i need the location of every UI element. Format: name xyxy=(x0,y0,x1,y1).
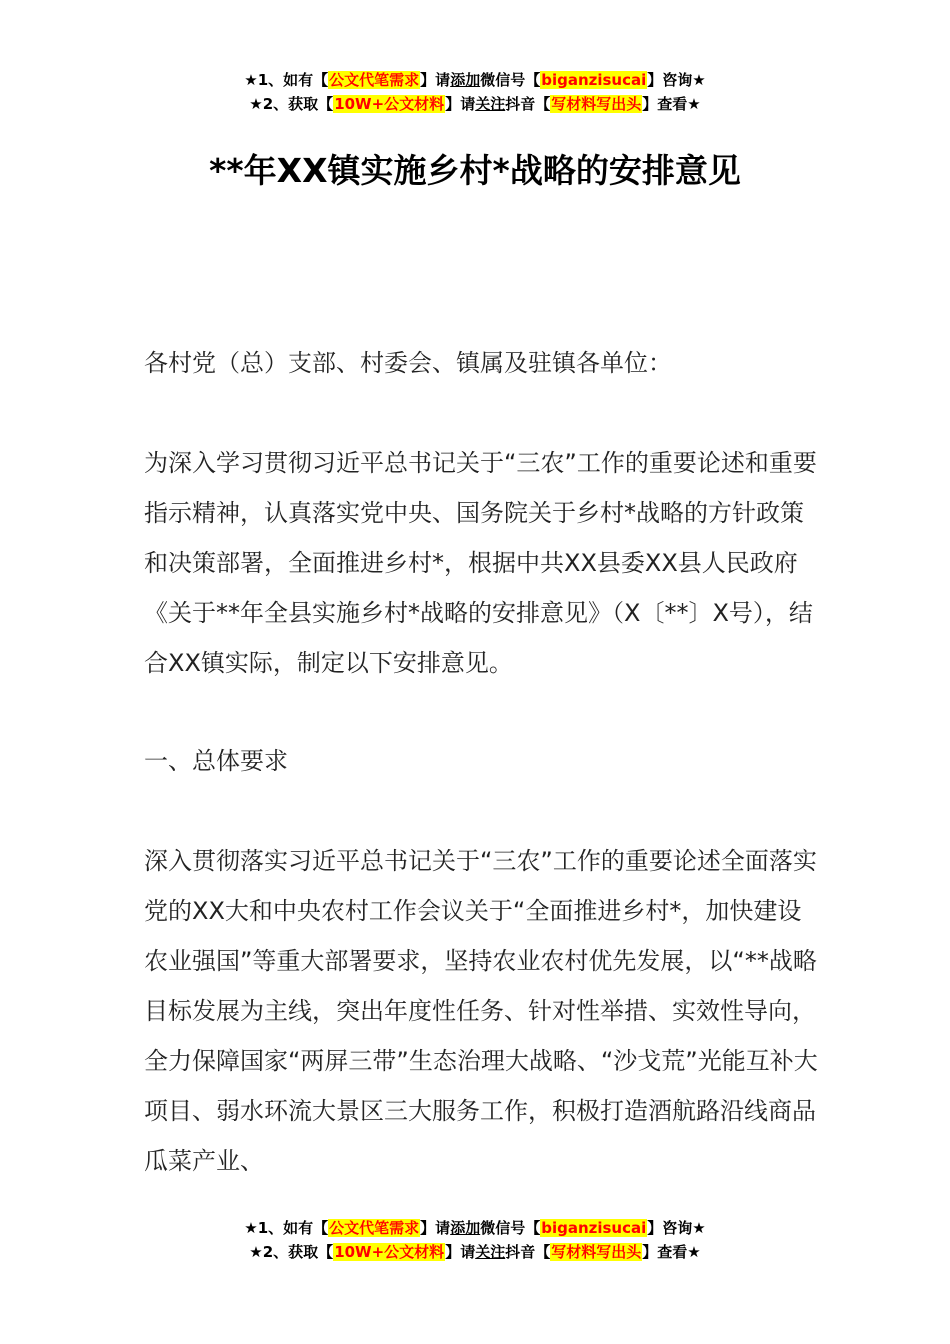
banner-text: 】请 xyxy=(445,1243,476,1261)
banner-line-1 xyxy=(0,1216,950,1240)
banner-text: 】查看★ xyxy=(642,1243,701,1261)
banner-highlight: 写材料写出头 xyxy=(551,1243,642,1261)
banner-underlined: 添加 xyxy=(450,1219,481,1237)
banner-text: 】查看★ xyxy=(642,95,701,113)
footer-banner xyxy=(0,1216,950,1264)
document-title: **年XX镇实施乡村*战略的安排意见 xyxy=(209,151,741,190)
banner-highlight: biganzisucai xyxy=(541,1219,647,1237)
banner-underlined: 关注 xyxy=(475,95,506,113)
banner-highlight: 公文代笔需求 xyxy=(329,1219,420,1237)
banner-text: ★1、如有【 xyxy=(244,71,329,89)
banner-text: ★1、如有【 xyxy=(244,1219,329,1237)
banner-text: 微信号【 xyxy=(480,71,541,89)
banner-text: 】咨询★ xyxy=(647,1219,706,1237)
header-banner xyxy=(0,68,950,116)
banner-line-2 xyxy=(0,92,950,116)
banner-line-1 xyxy=(0,68,950,92)
banner-text: 抖音【 xyxy=(505,95,551,113)
banner-text: 抖音【 xyxy=(505,1243,551,1261)
section-paragraph: 深入贯彻落实习近平总书记关于“三农”工作的重要论述全面落实党的XX大和中央农村工作会议关于“全面推进乡村*，加快建设农业强国”等重大部署要求，坚持农业农村优先发展，以“**战略目标发展为主线，突出年度性任务、针对性举措、实效性导向，全力保障国家“两屏三带”生态治理大战略、“沙戈荒”光能互补大项目、弱水环流大景区三大服务工作，积极打造酒航路沿线商品瓜菜产业、 xyxy=(144,847,818,1175)
banner-text: 微信号【 xyxy=(480,1219,541,1237)
intro-paragraph: 为深入学习贯彻习近平总书记关于“三农”工作的重要论述和重要指示精神，认真落实党中央、国务院关于乡村*战略的方针政策和决策部署，全面推进乡村*，根据中共XX县委XX县人民政府《关于**年全县实施乡村*战略的安排意见》（X〔**〕X号），结合XX镇实际，制定以下安排意见。 xyxy=(144,449,817,677)
banner-text: 】请 xyxy=(420,71,451,89)
banner-highlight: 公文代笔需求 xyxy=(329,71,420,89)
banner-text: 】咨询★ xyxy=(647,71,706,89)
banner-underlined: 关注 xyxy=(475,1243,506,1261)
banner-text: ★2、获取【 xyxy=(249,95,334,113)
banner-highlight: 写材料写出头 xyxy=(551,95,642,113)
banner-highlight: biganzisucai xyxy=(541,71,647,89)
salutation: 各村党（总）支部、村委会、镇属及驻镇各单位： xyxy=(144,349,672,377)
banner-underlined: 添加 xyxy=(450,71,481,89)
banner-line-2 xyxy=(0,1240,950,1264)
banner-text: 】请 xyxy=(445,95,476,113)
banner-text: 】请 xyxy=(420,1219,451,1237)
banner-highlight: 10W+公文材料 xyxy=(334,1243,445,1261)
section-heading: 一、总体要求 xyxy=(144,747,288,775)
banner-text: ★2、获取【 xyxy=(249,1243,334,1261)
banner-highlight: 10W+公文材料 xyxy=(334,95,445,113)
